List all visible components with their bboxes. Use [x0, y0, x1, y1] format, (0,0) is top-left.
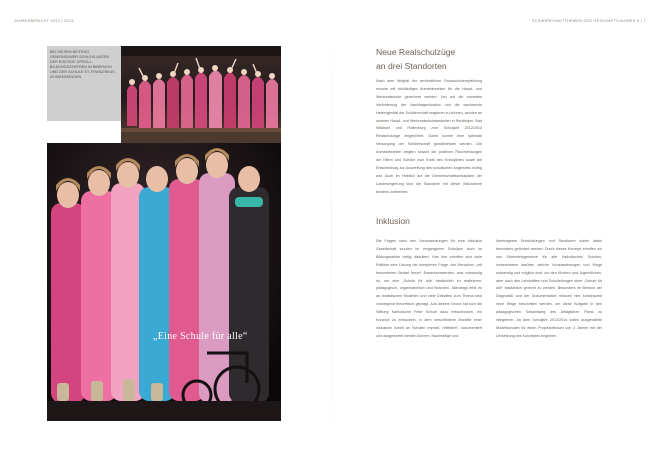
section-title-realschulzuege [376, 45, 576, 73]
section-title-line-1: Neue Realschulzüge [376, 47, 456, 57]
section-title-inklusion: Inklusion [376, 216, 410, 226]
page-fold [331, 0, 332, 468]
inklusion-body-column-2: übertragbare Entwicklungen und Strukturen sollen dabei besonders gefördert werden. Durch dieses Konzept erhoffen wir uns Erkenntnisgewinne für alle Katholischen Schulen, insbesondere darüber, welche Voraussetzungen und Wege notwendig und möglich sind, um den Kindern und Jugendlichen, aber auch den Lehrkräften und Schulleitungen einer „Schule für alle“ tatsächlich gerecht zu werden. Besonders im Bereich der Diagnostik und der Dokumentation müssen hier konsequent neue Wege beschritten werden, um diese Aufgabe in den pädagogischen Gesamtweg des Alltäglichen Plans zu integrieren. Ab dem Schuljahr 2013/2014 sollen ausgewählte Modellschulen für einen Projektzeitraum von 3 Jahren mit der Umsetzung des Konzeptes beginnen. [496, 239, 602, 338]
realschulzuege-body: Nach dem Wegfall der verbindlichen Grundschulempfehlung musste mit rückläufigen Anmeldezahlen für die Haupt- und Werkrealschule gerechnet werden. Um auf die erwartete Veränderung der Nachfragesituation und die wachsende Heterogenität der Schülerschaft reagieren zu können, wurden an unseren Haupt- und Werkrealschulstandorten in Reutlingen, Bad Waldsee und Rottenburg zum Schuljahr 2012/2013 Realschulzüge eingerichtet. Damit konnte eine optimale Versorgung der Schülerschaft gewährleistet werden. Die Anmeldezahlen zeigten sowohl die positiven Rückmeldungen der Eltern und Schüler zum Ende des Schuljahres sowie die Entscheidung zur Ausweitung des schulischen Angebotes richtig war. Auch im Hinblick auf die Gemeinschaftsschulpläne der Landesregierung sind die Standorte mit dieser Maßnahme bestens vorbereitet. [376, 79, 482, 194]
photo-caption: BEI DIESEM BEITRAG GEMEINSAMER SCHULKLASSEN DER BISCHOF-SPROLL-BILDUNGSZENTREN IN BIBERACH UND DER SCHULE ST. FRANZISKUS IN INGERKINGEN [50, 50, 115, 79]
section-title-line-2: an drei Standorten [376, 61, 447, 71]
photo-quote-overlay: „Eine Schule für alle“ [153, 331, 248, 342]
running-header-right: SCHWERPUNKTTHEMEN DES GESCHÄFTSJAHRES 6 | 7 [532, 19, 646, 23]
inklusion-body-column-1: Die Fragen nach den Voraussetzungen für eine inklusive Gesellschaft wurden im vergangenen Schuljahr auch im Bildungssektor heftig diskutiert. Hoe hier erhoffen sich viele Politiker eine Lösung der komplexen Frage, wie Menschen „mit besonderem Bedarf heran“ Erwachsenwerden, was notwendig ist, um eine „Schule für alle“ tatsächlich zu realisieren: pädagogisch, organisatorisch und finanziell. Allerdings fehlt es an realistischen Modellen und viele Debatten zum Thema sind vorwiegend theoretisch geprägt. Aus diesem Grund hat sich die Stiftung Katholische Freie Schule dazu entschlossen, ein Konzept zu entwickeln, in dem verschiedene Modelle einer inklusiven Arbeit an Schulen erprobt, reflektiert, dokumentiert und ausgewertet werden können. Nachhaltige und [376, 239, 482, 338]
stage-performance-photo [121, 46, 281, 143]
running-header-left: JAHRESBERICHT 2012 | 2013 [14, 19, 74, 23]
students-group-photo [47, 143, 281, 421]
